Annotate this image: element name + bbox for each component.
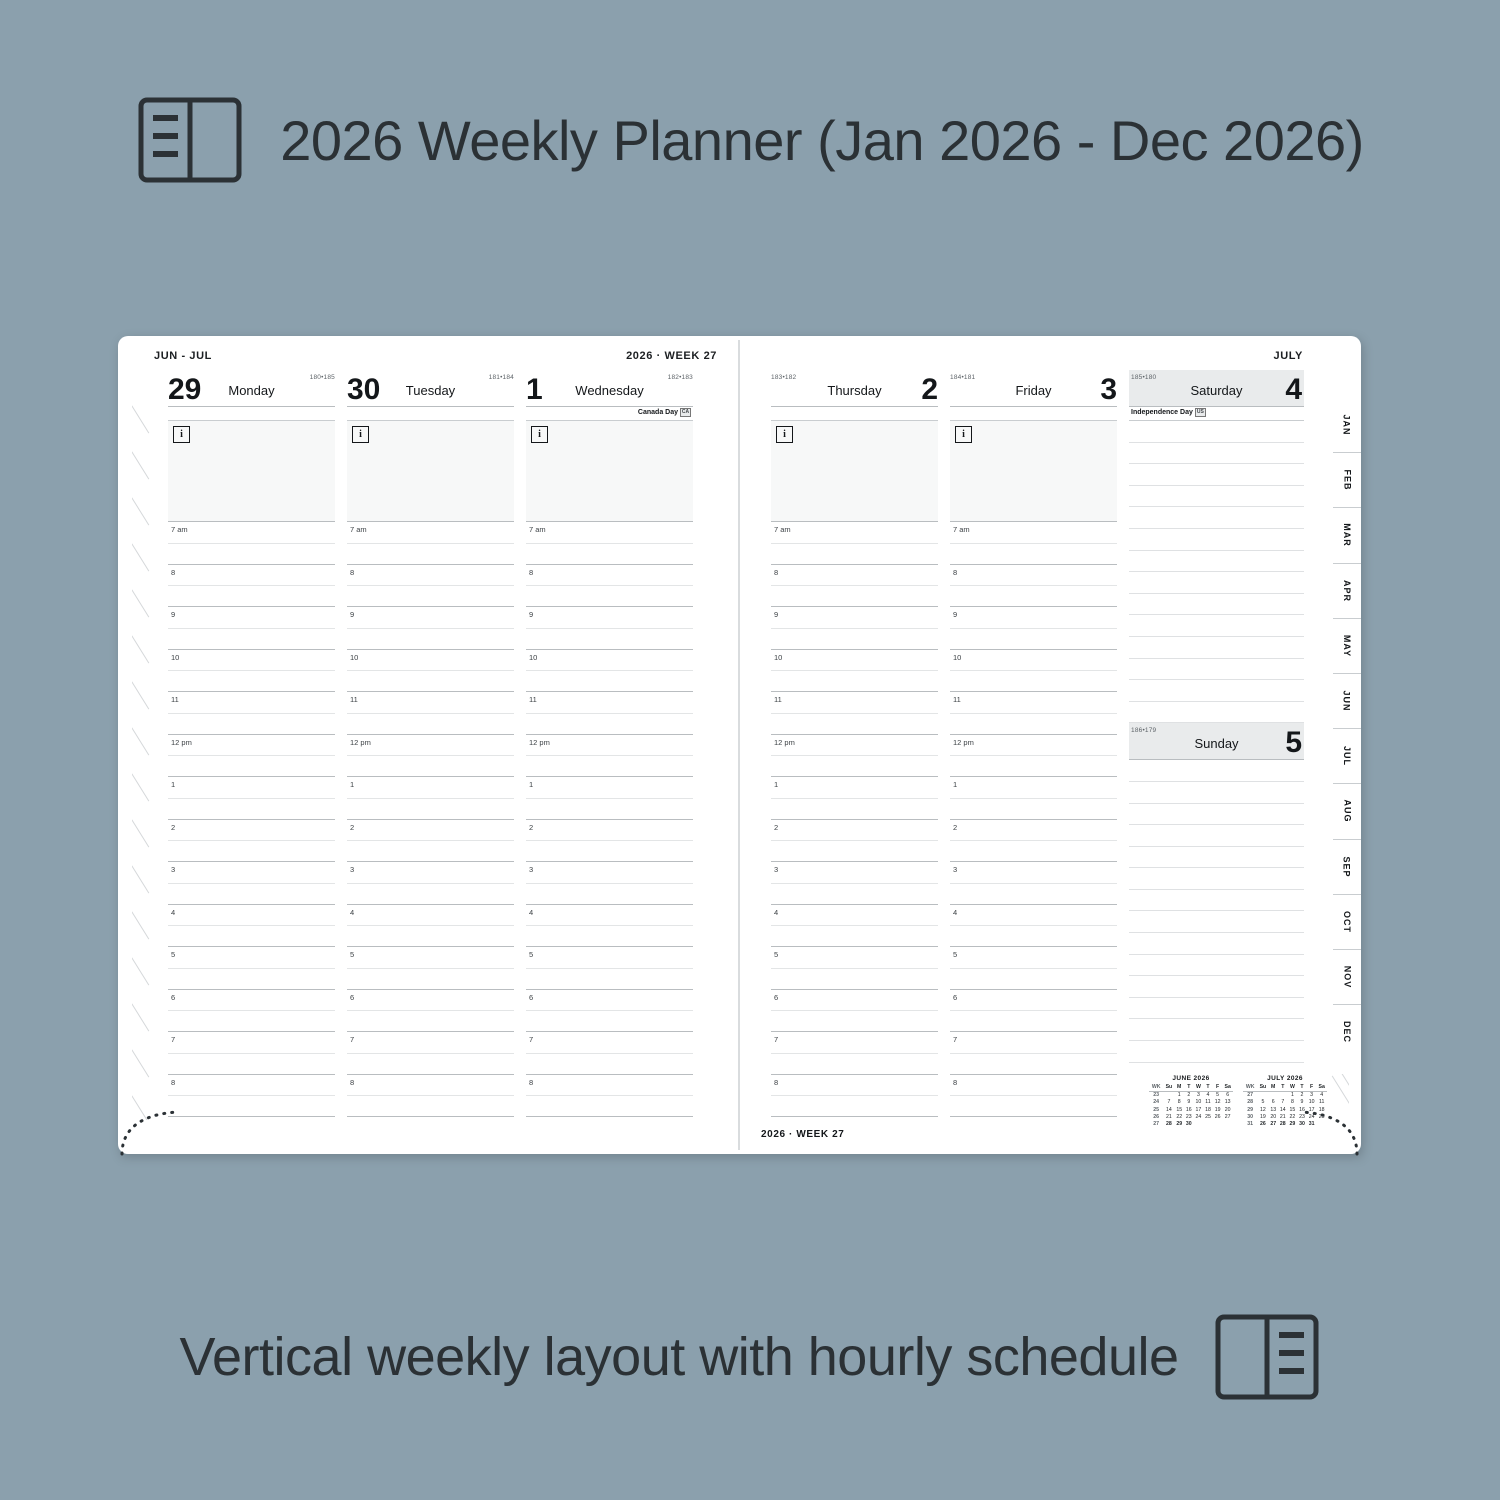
hour-label: 8 xyxy=(529,1077,534,1087)
holiday-row xyxy=(347,407,514,421)
mini-day: 18 xyxy=(1318,1106,1325,1113)
mini-day xyxy=(1163,1091,1174,1099)
left-month-label: JUN - JUL xyxy=(154,350,212,362)
hour-label: 1 xyxy=(171,780,176,789)
notes-area[interactable] xyxy=(950,421,1117,522)
hour-label: 10 xyxy=(774,652,783,662)
day-number: 3 xyxy=(1100,373,1117,406)
header-banner xyxy=(0,70,1500,210)
tab-label: DEC xyxy=(1341,1021,1352,1044)
day-number: 29 xyxy=(168,373,202,406)
tab-sep[interactable] xyxy=(1333,840,1361,895)
hour-label: 8 xyxy=(171,1077,176,1087)
hour-label: 9 xyxy=(171,610,176,619)
hour-label: 9 xyxy=(350,610,355,619)
mini-day: 3 xyxy=(1196,1091,1200,1098)
mini-day: 2 xyxy=(1300,1091,1304,1098)
mini-col-header: F xyxy=(1213,1083,1223,1091)
tab-jan[interactable] xyxy=(1333,398,1361,453)
hour-label: 1 xyxy=(774,780,779,789)
mini-day: 10 xyxy=(1195,1099,1202,1106)
mini-day: 17 xyxy=(1195,1106,1202,1113)
hour-label: 3 xyxy=(529,865,534,874)
hour-label: 1 xyxy=(350,780,355,789)
hour-label: 11 xyxy=(350,695,358,704)
holiday-label xyxy=(1131,408,1206,417)
mini-week-number: 25 xyxy=(1153,1106,1160,1113)
mini-week-row xyxy=(1149,1099,1233,1106)
day-name: Saturday xyxy=(1190,383,1243,398)
mini-day: 28 xyxy=(1166,1121,1172,1128)
hour-label: 6 xyxy=(529,992,534,1002)
tab-jul[interactable] xyxy=(1333,729,1361,784)
mini-week-row xyxy=(1243,1091,1327,1099)
mini-calendar-title: JUNE 2026 xyxy=(1172,1075,1210,1083)
mini-day: 17 xyxy=(1308,1106,1315,1113)
corner-decoration xyxy=(120,1110,180,1156)
corner-decoration xyxy=(1299,1110,1359,1156)
mini-day: 27 xyxy=(1270,1121,1277,1128)
sunday-writing-lines[interactable] xyxy=(1129,760,1304,1062)
mini-week-number: 29 xyxy=(1247,1106,1254,1113)
mini-day: 19 xyxy=(1214,1106,1221,1113)
mini-day: 24 xyxy=(1195,1113,1202,1120)
mini-day: 27 xyxy=(1224,1113,1231,1120)
hour-label: 5 xyxy=(350,950,355,959)
mini-day: 2 xyxy=(1187,1091,1191,1098)
planner-right-page xyxy=(739,336,1361,1154)
hour-label: 8 xyxy=(953,567,958,577)
hour-label: 12 pm xyxy=(953,737,974,747)
mini-day: 30 xyxy=(1299,1121,1305,1128)
tab-nov[interactable] xyxy=(1333,950,1361,1005)
tab-dec[interactable] xyxy=(1333,1005,1361,1059)
julian-day-count: 183•182 xyxy=(771,374,797,381)
hour-label: 2 xyxy=(529,822,534,832)
day-header xyxy=(347,370,514,407)
hour-label: 9 xyxy=(953,610,958,619)
hour-label: 11 xyxy=(529,695,537,704)
tab-label: MAR xyxy=(1342,523,1352,548)
hour-label: 8 xyxy=(774,1077,779,1087)
day-column-weekend[interactable] xyxy=(1129,370,1304,1063)
hour-label: 1 xyxy=(529,780,534,789)
mini-day: 25 xyxy=(1318,1113,1325,1120)
mini-day: 9 xyxy=(1300,1099,1304,1106)
tab-may[interactable] xyxy=(1333,619,1361,674)
hour-label: 3 xyxy=(953,865,958,874)
holiday-row xyxy=(526,407,693,421)
julian-day-count: 186•179 xyxy=(1131,727,1157,735)
mini-day xyxy=(1194,1121,1204,1128)
holiday-row xyxy=(168,407,335,421)
mini-day: 6 xyxy=(1271,1099,1275,1106)
mini-week-number: 31 xyxy=(1247,1121,1254,1128)
hour-label: 4 xyxy=(350,907,355,917)
mini-day: 31 xyxy=(1308,1121,1315,1128)
day-number: 30 xyxy=(347,373,381,406)
day-column-tuesday[interactable] xyxy=(347,370,514,1117)
hour-label: 4 xyxy=(953,907,958,917)
mini-col-header: Su xyxy=(1163,1083,1174,1091)
mini-day: 18 xyxy=(1205,1106,1211,1113)
mini-week-number: 26 xyxy=(1153,1113,1160,1120)
holiday-text: Canada Day xyxy=(637,409,678,416)
hour-grid[interactable] xyxy=(347,522,514,1117)
hour-label: 7 am xyxy=(953,525,970,534)
julian-day-count: 181•184 xyxy=(488,374,514,381)
tab-aug[interactable] xyxy=(1333,784,1361,839)
holiday-label xyxy=(638,408,691,417)
hour-grid[interactable] xyxy=(771,522,938,1117)
hour-label: 9 xyxy=(774,610,779,619)
mini-day: 8 xyxy=(1177,1099,1181,1106)
hour-label: 11 xyxy=(171,695,179,704)
page-title: 2026 Weekly Planner (Jan 2026 - Dec 2026) xyxy=(280,108,1364,172)
mini-week-row xyxy=(1149,1091,1233,1099)
mini-day: 30 xyxy=(1185,1121,1192,1128)
saturday-writing-lines[interactable] xyxy=(1129,421,1304,723)
mini-calendar-title: JULY 2026 xyxy=(1267,1075,1303,1083)
mini-day: 29 xyxy=(1289,1121,1296,1128)
mini-day: 13 xyxy=(1224,1099,1231,1106)
mini-day: 13 xyxy=(1270,1106,1277,1113)
hour-label: 2 xyxy=(953,822,958,832)
hour-label: 6 xyxy=(350,992,355,1002)
mini-day: 10 xyxy=(1308,1099,1315,1106)
day-number: 5 xyxy=(1285,726,1302,760)
mini-day: 26 xyxy=(1214,1113,1221,1120)
tab-jun[interactable] xyxy=(1333,674,1361,729)
mini-day: 20 xyxy=(1270,1113,1277,1120)
mini-day: 19 xyxy=(1260,1113,1266,1120)
footer-banner xyxy=(0,1292,1500,1422)
day-name: Monday xyxy=(228,383,275,398)
julian-day-count: 185•180 xyxy=(1131,374,1157,381)
day-number: 1 xyxy=(526,373,543,406)
mini-week-number: 30 xyxy=(1247,1113,1254,1120)
hour-label: 5 xyxy=(171,950,176,959)
open-book-icon xyxy=(1213,1307,1321,1407)
mini-day: 28 xyxy=(1279,1121,1286,1128)
left-week-label: 2026 · WEEK 27 xyxy=(626,350,717,362)
mini-col-header: WK xyxy=(1243,1083,1257,1091)
mini-day: 14 xyxy=(1166,1106,1172,1113)
hour-label: 8 xyxy=(350,567,355,577)
mini-day: 4 xyxy=(1320,1091,1324,1098)
day-header xyxy=(950,370,1117,407)
hour-label: 2 xyxy=(350,822,355,832)
day-number: 4 xyxy=(1285,373,1302,406)
day-name: Sunday xyxy=(1194,736,1239,752)
planner-spread xyxy=(118,336,1361,1154)
mini-day: 14 xyxy=(1279,1106,1286,1113)
hour-label: 6 xyxy=(774,992,779,1002)
day-column-thursday[interactable] xyxy=(771,370,938,1117)
mini-week-number: 23 xyxy=(1153,1091,1160,1098)
day-header xyxy=(526,370,693,407)
hour-label: 8 xyxy=(529,567,534,577)
hour-label: 5 xyxy=(774,950,779,959)
tab-oct[interactable] xyxy=(1333,895,1361,950)
planner-left-page xyxy=(118,336,739,1154)
hour-label: 10 xyxy=(953,652,962,662)
mini-col-header: M xyxy=(1174,1083,1184,1091)
mini-col-header: T xyxy=(1203,1083,1213,1091)
mini-col-header: W xyxy=(1194,1083,1204,1091)
mini-day: 12 xyxy=(1214,1099,1221,1106)
hour-label: 1 xyxy=(953,780,958,789)
info-icon[interactable]: i xyxy=(776,426,793,443)
mini-week-row xyxy=(1243,1099,1327,1106)
hour-label: 7 am xyxy=(171,525,188,534)
day-column-monday[interactable] xyxy=(168,370,335,1117)
holiday-row xyxy=(950,407,1117,421)
mini-day xyxy=(1268,1091,1278,1099)
hour-label: 4 xyxy=(529,907,534,917)
right-month-label: JULY xyxy=(1273,350,1303,362)
notes-area[interactable] xyxy=(168,421,335,522)
mini-day: 5 xyxy=(1216,1091,1220,1098)
mini-day xyxy=(1222,1121,1233,1128)
hour-label: 12 pm xyxy=(529,737,550,747)
hour-label: 11 xyxy=(953,695,961,704)
mini-col-header: W xyxy=(1288,1083,1298,1091)
hour-label: 4 xyxy=(774,907,779,917)
day-column-friday[interactable] xyxy=(950,370,1117,1117)
mini-col-header: WK xyxy=(1149,1083,1163,1091)
mini-day: 23 xyxy=(1185,1113,1192,1120)
mini-day: 24 xyxy=(1308,1113,1315,1120)
hour-label: 12 pm xyxy=(774,737,795,747)
mini-col-header: F xyxy=(1307,1083,1317,1091)
day-name: Tuesday xyxy=(405,383,456,398)
mini-day: 11 xyxy=(1318,1099,1325,1106)
mini-day: 21 xyxy=(1279,1113,1286,1120)
day-header xyxy=(168,370,335,407)
mini-week-number: 27 xyxy=(1153,1121,1160,1128)
hour-label: 7 am xyxy=(774,525,791,534)
hour-grid[interactable] xyxy=(526,522,693,1117)
mini-day: 29 xyxy=(1176,1121,1183,1128)
day-name: Wednesday xyxy=(575,383,644,398)
hour-label: 5 xyxy=(529,950,534,959)
mini-week-number: 27 xyxy=(1247,1091,1254,1098)
holiday-row xyxy=(771,407,938,421)
mini-col-header: Sa xyxy=(1222,1083,1233,1091)
mini-col-header: T xyxy=(1297,1083,1307,1091)
country-flag-icon: US xyxy=(1195,408,1206,417)
mini-day: 8 xyxy=(1290,1099,1294,1106)
hour-label: 7 am xyxy=(529,525,546,534)
mini-day: 16 xyxy=(1185,1106,1192,1113)
hour-label: 7 xyxy=(529,1035,534,1044)
hour-label: 5 xyxy=(953,950,958,959)
mini-col-header: Su xyxy=(1257,1083,1268,1091)
tab-apr[interactable] xyxy=(1333,564,1361,619)
mini-week-number: 24 xyxy=(1153,1099,1160,1106)
day-name: Friday xyxy=(1015,383,1052,398)
hour-label: 9 xyxy=(529,610,534,619)
mini-col-header: M xyxy=(1268,1083,1278,1091)
right-week-label: 2026 · WEEK 27 xyxy=(761,1129,845,1140)
notes-area[interactable] xyxy=(771,421,938,522)
hour-label: 6 xyxy=(171,992,176,1002)
hour-label: 10 xyxy=(171,652,180,662)
mini-week-row xyxy=(1149,1121,1233,1128)
tab-label: SEP xyxy=(1341,856,1352,878)
julian-day-count: 182•183 xyxy=(667,374,693,381)
notes-area[interactable] xyxy=(347,421,514,522)
hour-label: 10 xyxy=(529,652,538,662)
mini-col-header: T xyxy=(1184,1083,1194,1091)
tab-label: JUN xyxy=(1341,690,1352,712)
julian-day-count: 180•185 xyxy=(309,374,335,381)
tab-label: MAY xyxy=(1342,634,1352,657)
day-header xyxy=(771,370,938,407)
hour-label: 6 xyxy=(953,992,958,1002)
book-spine xyxy=(738,340,740,1150)
month-index-tabs[interactable] xyxy=(1333,398,1361,1048)
hour-label: 7 xyxy=(171,1035,176,1044)
hour-label: 10 xyxy=(350,652,359,662)
mini-col-header: T xyxy=(1278,1083,1288,1091)
day-header-sunday xyxy=(1129,723,1304,760)
hour-label: 8 xyxy=(774,567,779,577)
mini-day: 22 xyxy=(1176,1113,1183,1120)
mini-day: 9 xyxy=(1187,1099,1191,1106)
mini-day: 1 xyxy=(1290,1091,1294,1098)
day-column-wednesday[interactable] xyxy=(526,370,693,1117)
hour-label: 12 pm xyxy=(171,737,192,747)
mini-day: 6 xyxy=(1226,1091,1230,1098)
tab-label: FEB xyxy=(1342,469,1352,491)
mini-day: 11 xyxy=(1205,1099,1211,1106)
mini-day: 7 xyxy=(1281,1099,1285,1106)
mini-day xyxy=(1257,1091,1268,1099)
mini-day: 15 xyxy=(1289,1106,1296,1113)
info-icon[interactable]: i xyxy=(173,426,190,443)
notes-area[interactable] xyxy=(526,421,693,522)
hour-label: 3 xyxy=(774,865,779,874)
day-number: 2 xyxy=(921,373,938,406)
hour-label: 11 xyxy=(774,695,782,704)
mini-day: 26 xyxy=(1260,1121,1266,1128)
hour-label: 4 xyxy=(171,907,176,917)
mini-week-row xyxy=(1149,1113,1233,1120)
mini-day: 4 xyxy=(1206,1091,1210,1098)
mini-day: 22 xyxy=(1289,1113,1296,1120)
decorative-hatch-left xyxy=(132,380,160,1120)
info-icon[interactable]: i xyxy=(531,426,548,443)
hour-label: 8 xyxy=(350,1077,355,1087)
mini-day: 16 xyxy=(1299,1106,1305,1113)
tab-label: APR xyxy=(1341,579,1352,602)
mini-day: 12 xyxy=(1260,1106,1266,1113)
open-book-icon xyxy=(136,90,244,190)
hour-label: 3 xyxy=(171,865,176,874)
hour-label: 7 xyxy=(774,1035,779,1044)
mini-day: 23 xyxy=(1299,1113,1305,1120)
tab-feb[interactable] xyxy=(1333,453,1361,508)
holiday-row xyxy=(1129,407,1304,421)
tab-label: NOV xyxy=(1341,965,1352,989)
tab-label: OCT xyxy=(1342,910,1352,933)
mini-day xyxy=(1203,1121,1213,1128)
tab-label: JAN xyxy=(1341,414,1352,436)
tab-mar[interactable] xyxy=(1333,508,1361,563)
hour-label: 2 xyxy=(774,822,779,832)
hour-label: 7 xyxy=(350,1035,355,1044)
mini-day: 20 xyxy=(1224,1106,1231,1113)
country-flag-icon: CA xyxy=(681,409,690,415)
mini-week-row xyxy=(1149,1106,1233,1113)
info-icon[interactable]: i xyxy=(955,426,972,443)
hour-label: 12 pm xyxy=(350,737,371,747)
mini-day: 5 xyxy=(1261,1099,1265,1106)
mini-day: 21 xyxy=(1166,1113,1172,1120)
tab-label: AUG xyxy=(1342,799,1352,823)
hour-grid[interactable] xyxy=(168,522,335,1117)
holiday-text: Independence Day xyxy=(1131,409,1193,416)
hour-label: 8 xyxy=(953,1077,958,1087)
mini-day: 1 xyxy=(1177,1091,1181,1098)
hour-grid[interactable] xyxy=(950,522,1117,1117)
hour-label: 2 xyxy=(171,822,176,832)
julian-day-count: 184•181 xyxy=(950,374,976,381)
hour-label: 8 xyxy=(171,567,176,577)
tab-label: JUL xyxy=(1341,746,1352,767)
day-header-saturday xyxy=(1129,370,1304,407)
mini-calendar-june xyxy=(1149,1075,1233,1128)
mini-day: 15 xyxy=(1176,1106,1183,1113)
footer-caption: Vertical weekly layout with hourly schedule xyxy=(179,1327,1179,1387)
hour-label: 7 am xyxy=(350,525,367,534)
mini-week-number: 28 xyxy=(1247,1099,1254,1106)
hour-label: 3 xyxy=(350,865,355,874)
hour-label: 7 xyxy=(953,1035,958,1044)
info-icon[interactable]: i xyxy=(352,426,369,443)
day-name: Thursday xyxy=(827,383,882,398)
mini-day: 25 xyxy=(1205,1113,1211,1120)
mini-day: 7 xyxy=(1167,1099,1171,1106)
mini-day xyxy=(1213,1121,1223,1128)
mini-day xyxy=(1278,1091,1288,1099)
mini-day: 3 xyxy=(1310,1091,1314,1098)
mini-col-header: Sa xyxy=(1316,1083,1327,1091)
